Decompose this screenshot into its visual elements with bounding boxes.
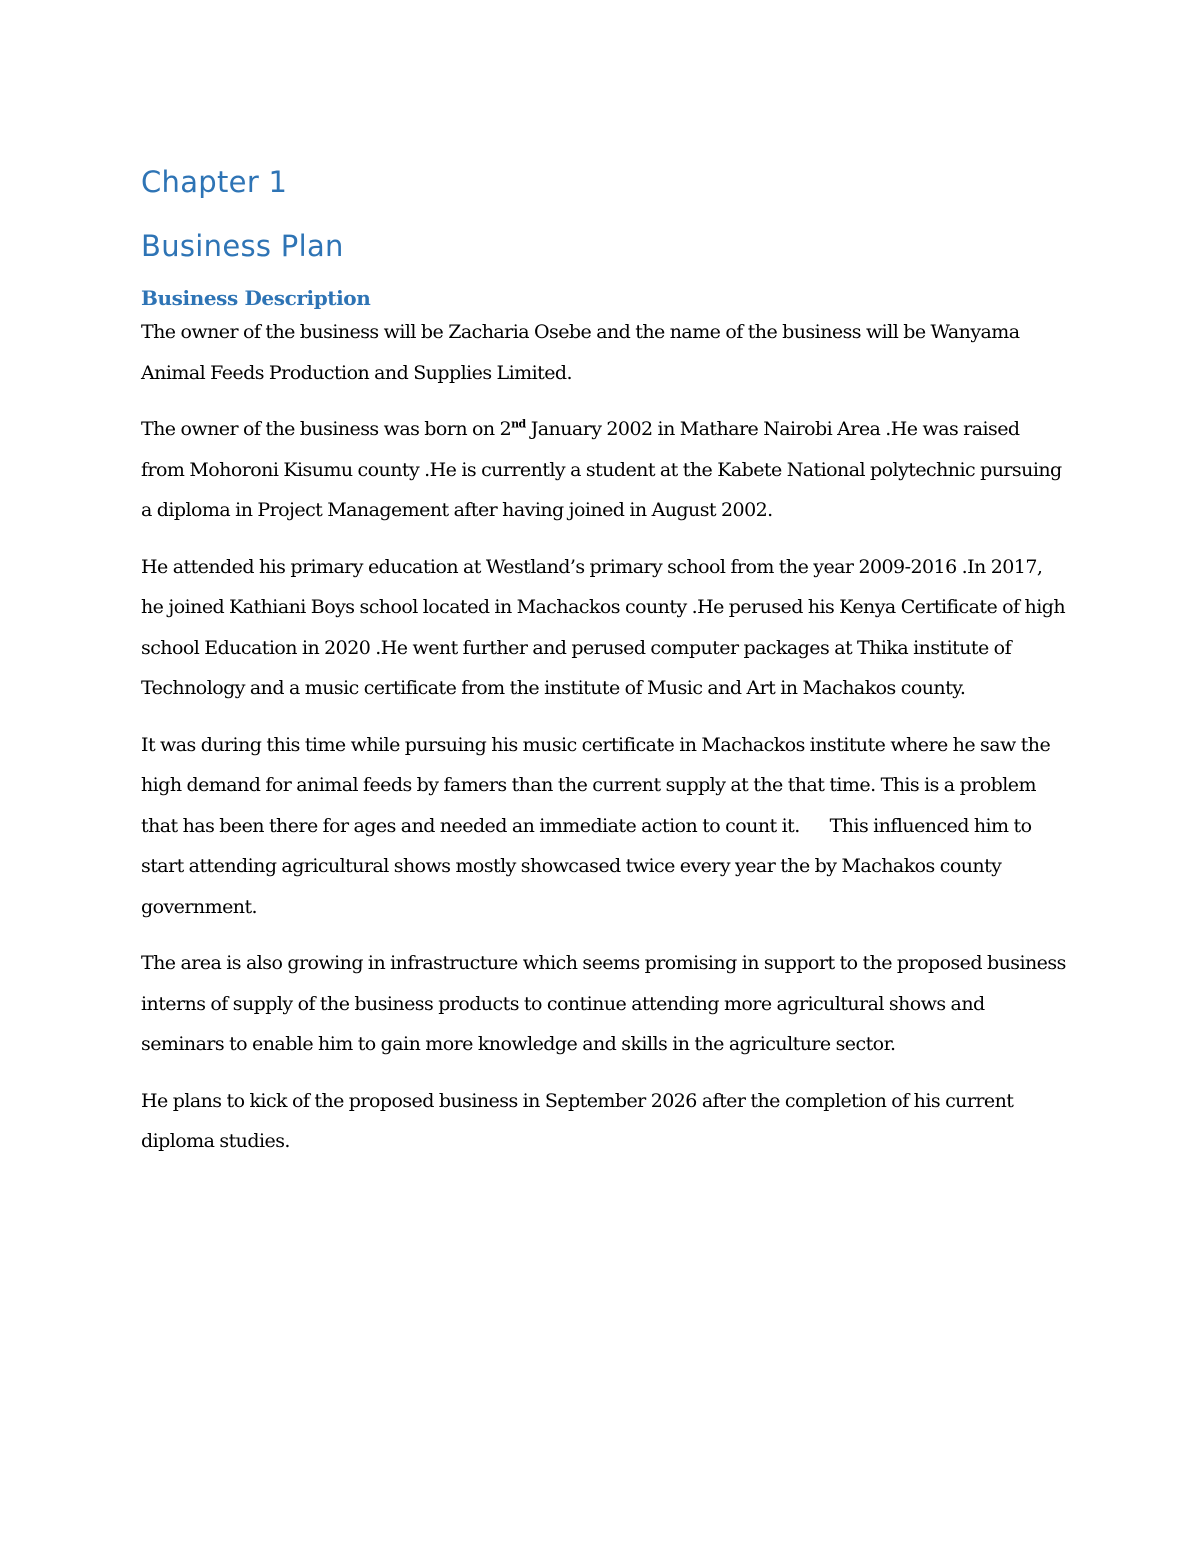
paragraph-owner-name: The owner of the business will be Zacharia Osebe and the name of the business will be Wanyama Animal Feeds Production and Supplies Limited. bbox=[141, 321, 1020, 384]
chapter-heading: Chapter 1 bbox=[141, 165, 288, 199]
paragraph-area-growth: The area is also growing in infrastructure which seems promising in support to the proposed business interns of supply of the business products to continue attending more agricultural shows and seminars to enable him to gain more knowledge and skills in the agriculture sector. bbox=[141, 952, 1066, 1055]
paragraph-education: He attended his primary education at Westland’s primary school from the year 2009-2016 .In 2017, he joined Kathiani Boys school located in Machackos county .He perused his Kenya Certificate of high school Education in 2020 .He went further and perused computer packages at Thika institute of Technology and a music certificate from the institute of Music and Art in Machakos county. bbox=[141, 555, 1066, 699]
paragraph-text: January 2002 in Mathare Nairobi Area .He was raised from Mohoroni Kisumu county .He is currently a student at the Kabete National polytechnic pursuing a diploma in Project Management after having joined in August 2002. bbox=[141, 418, 1062, 521]
document-body bbox=[141, 162, 1066, 1178]
business-plan-heading: Business Plan bbox=[141, 229, 344, 263]
paragraph-owner-background bbox=[141, 409, 1066, 531]
paragraph-launch-plan: He plans to kick of the proposed business in September 2026 after the completion of his current diploma studies. bbox=[141, 1089, 1014, 1152]
paragraph-text: The owner of the business was born on 2 bbox=[141, 418, 512, 440]
business-description-heading: Business Description bbox=[141, 286, 371, 310]
paragraph-motivation: It was during this time while pursuing his music certificate in Machackos institute where he saw the high demand for animal feeds by famers than the current supply at the that time. This is a problem that has been there for ages and needed an immediate action to count it. This influenced him to start attending agricultural shows mostly showcased twice every year the by Machakos county government. bbox=[141, 733, 1056, 918]
ordinal-suffix: nd bbox=[511, 417, 526, 431]
